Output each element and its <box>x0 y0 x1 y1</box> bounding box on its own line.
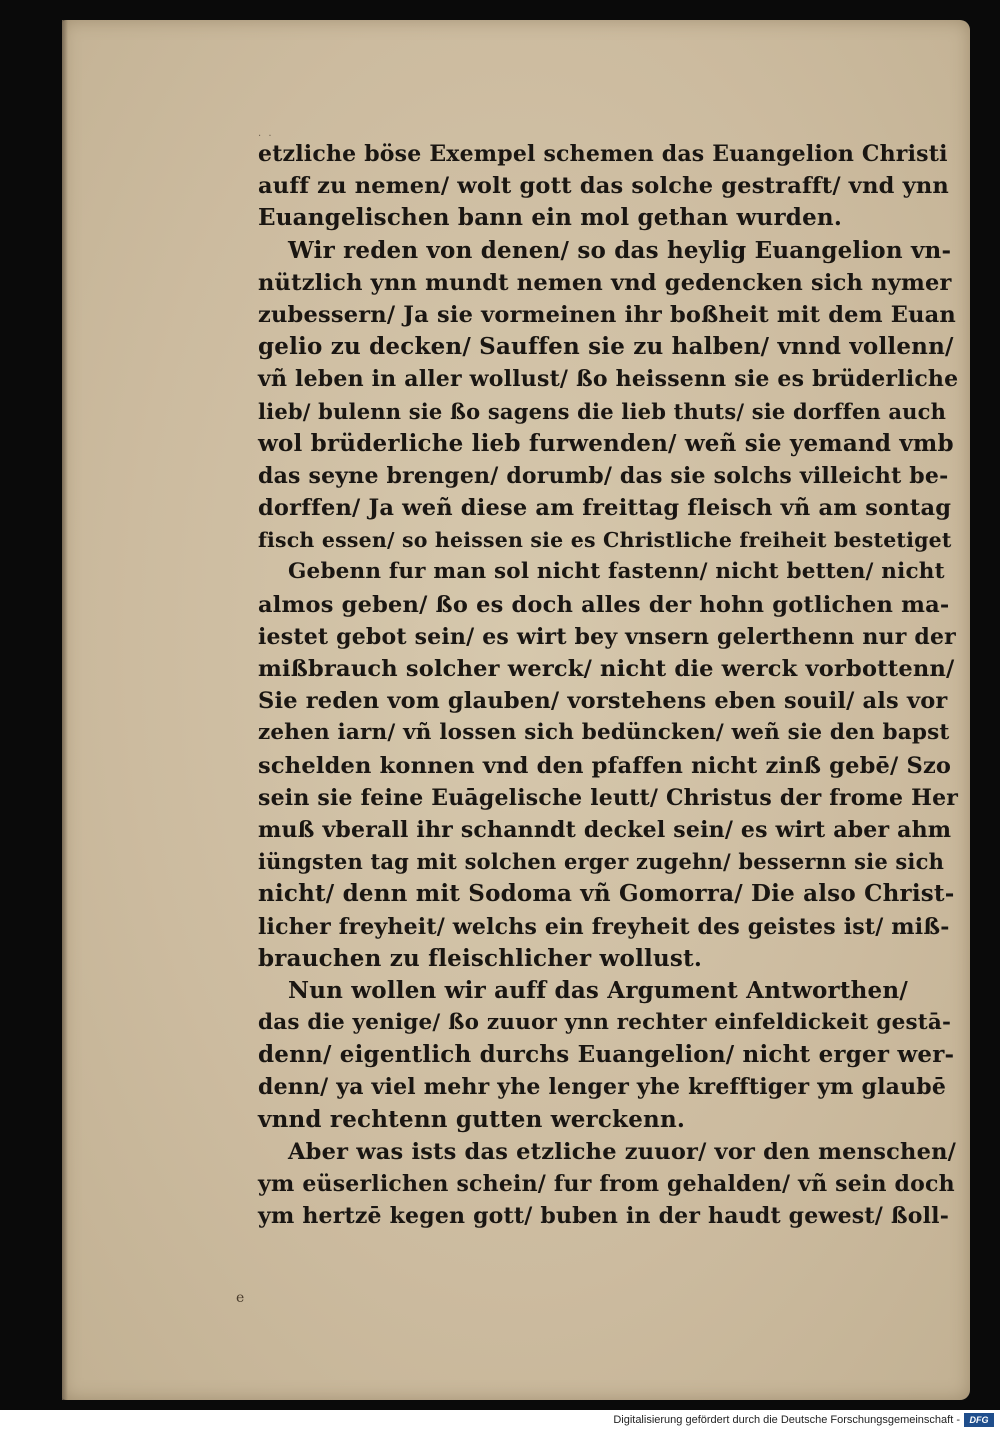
text-line: Gebenn fur man sol nicht fastenn/ nicht betten/ nicht <box>288 559 945 585</box>
text-line: das seyne brengen/ dorumb/ das sie solchs villeicht be- <box>258 462 949 489</box>
text-line: Euangelischen bann ein mol gethan wurden. <box>258 204 843 232</box>
text-line: etzliche böse Exempel schemen das Euangelion Christi <box>258 141 948 167</box>
text-line: dorffen/ Ja weñ diese am freittag fleisch vñ am sontag <box>258 495 952 522</box>
text-line: sein sie feine Euāgelische leutt/ Christus der frome Her <box>258 784 959 811</box>
text-line: iüngsten tag mit solchen erger zugehn/ bessernn sie sich <box>258 849 945 875</box>
signature-mark: e <box>236 1290 245 1306</box>
text-line: auff zu nemen/ wolt gott das solche gestrafft/ vnd ynn <box>258 173 949 200</box>
text-line: vnnd rechtenn gutten werckenn. <box>258 1105 686 1133</box>
text-line: almos geben/ ßo es doch alles der hohn gotlichen ma- <box>258 591 950 618</box>
page-gutter-shadow <box>62 20 68 1400</box>
text-line: nicht/ denn mit Sodoma vñ Gomorra/ Die also Christ- <box>258 880 955 908</box>
text-line: denn/ eigentlich durchs Euangelion/ nicht erger wer- <box>258 1041 955 1069</box>
printer-dots: . . <box>258 128 274 139</box>
text-line: denn/ ya viel mehr yhe lenger yhe krefftiger ym glaubē <box>258 1074 947 1101</box>
text-line: Wir reden von denen/ so das heylig Euangelion vn- <box>288 236 952 264</box>
text-line: brauchen zu fleischlicher wollust. <box>258 944 703 972</box>
text-line: nützlich ynn mundt nemen vnd gedencken sich nymer <box>258 269 952 296</box>
text-line: schelden konnen vnd den pfaffen nicht zinß gebē/ Szo <box>258 752 952 779</box>
text-line: zubessern/ Ja sie vormeinen ihr boßheit mit dem Euan <box>258 301 956 328</box>
text-line: iestet gebot sein/ es wirt bey vnsern gelerthenn nur der <box>258 623 956 650</box>
text-line: zehen iarn/ vñ lossen sich bedüncken/ weñ sie den bapst <box>258 720 950 746</box>
text-line: mißbrauch solcher werck/ nicht die werck vorbottenn/ <box>258 656 955 682</box>
text-line: ym hertzē kegen gott/ buben in der haudt gewest/ ßoll- <box>258 1203 950 1230</box>
text-line: Sie reden vom glauben/ vorstehens eben souil/ als vor <box>258 688 948 715</box>
funding-credit: Digitalisierung gefördert durch die Deutsche Forschungsgemeinschaft - <box>613 1414 960 1426</box>
text-line: wol brüderliche lieb furwenden/ weñ sie yemand vmb <box>258 429 954 457</box>
text-line: muß vberall ihr schanndt deckel sein/ es wirt aber ahm <box>258 816 952 843</box>
dfg-logo[interactable]: DFG <box>964 1413 994 1427</box>
text-line: vñ leben in aller wollust/ ßo heissenn sie es brüderliche <box>258 366 959 393</box>
footer-bar <box>0 1410 1000 1431</box>
text-line: Nun wollen wir auff das Argument Antworthen/ <box>288 976 908 1004</box>
text-line: fisch essen/ so heissen sie es Christliche freiheit bestetiget <box>258 528 952 553</box>
text-line: gelio zu decken/ Sauffen sie zu halben/ vnnd vollenn/ <box>258 333 954 361</box>
text-line: ym eüserlichen schein/ fur from gehalden/ vñ sein doch <box>258 1171 955 1197</box>
text-line: Aber was ists das etzliche zuuor/ vor den menschen/ <box>288 1138 957 1165</box>
text-line: das die yenige/ ßo zuuor ynn rechter einfeldickeit gestā- <box>258 1010 952 1036</box>
page-text <box>258 138 958 1232</box>
text-line: lieb/ bulenn sie ßo sagens die lieb thuts/ sie dorffen auch <box>258 398 947 424</box>
text-line: licher freyheit/ welchs ein freyheit des geistes ist/ miß- <box>258 913 950 940</box>
